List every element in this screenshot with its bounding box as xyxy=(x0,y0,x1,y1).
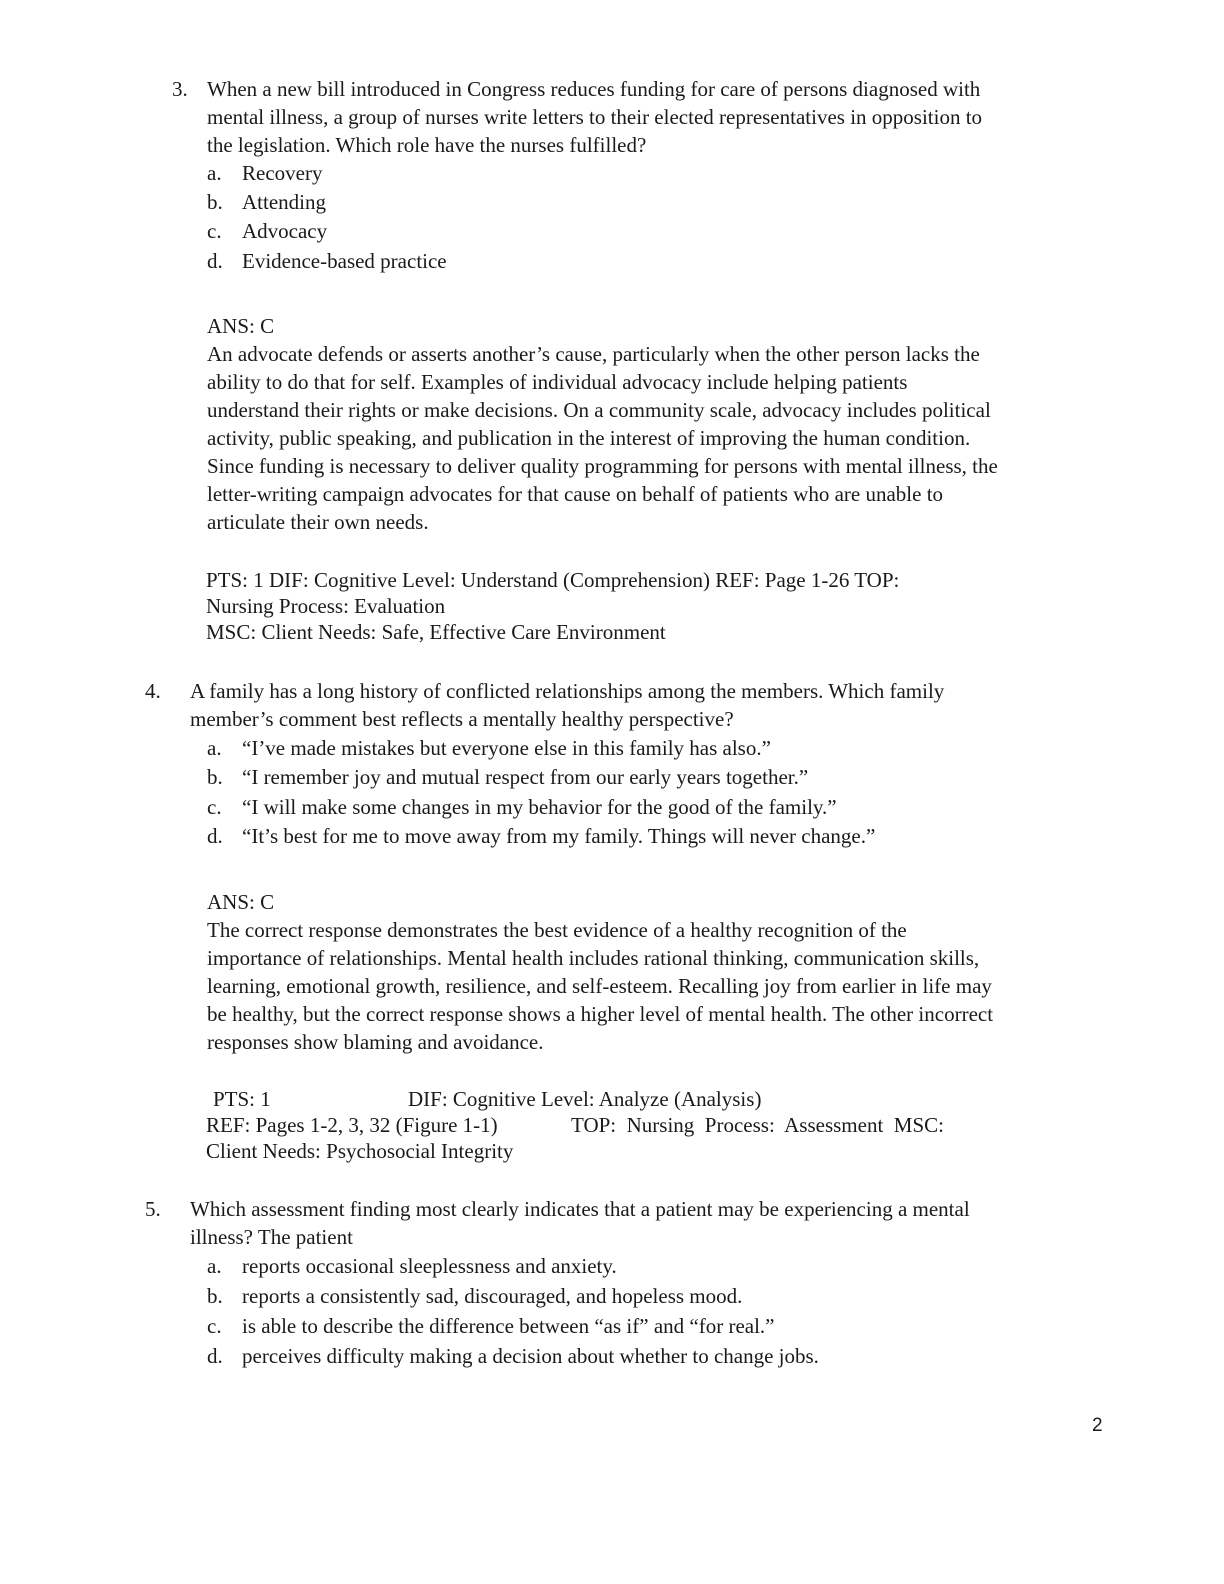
metadata-dif: DIF: Cognitive Level: Analyze (Analysis) xyxy=(408,1087,762,1111)
option-letter: b. xyxy=(207,765,223,789)
answer-key: ANS: C xyxy=(207,890,275,914)
question-metadata xyxy=(206,566,899,644)
metadata-line: PTS: 1 DIF: Cognitive Level: Understand (Comprehension) REF: Page 1-26 TOP: xyxy=(206,568,900,592)
option-text: reports a consistently sad, discouraged, and hopeless mood. xyxy=(242,1284,743,1308)
option-letter: d. xyxy=(207,1344,223,1368)
answer-key: ANS: C xyxy=(207,314,275,338)
rationale xyxy=(207,916,993,1056)
option-text: Attending xyxy=(242,190,326,214)
option-text: is able to describe the difference between “as if” and “for real.” xyxy=(242,1314,775,1338)
option-letter: d. xyxy=(207,824,223,848)
metadata-line: Nursing Process: Evaluation xyxy=(206,594,446,618)
question-stem xyxy=(190,677,944,733)
option-text: “I’ve made mistakes but everyone else in this family has also.” xyxy=(242,736,771,760)
option-letter: c. xyxy=(207,795,222,819)
stem-line: mental illness, a group of nurses write letters to their elected representatives in opposition to xyxy=(207,105,983,129)
page-number: 2 xyxy=(1092,1415,1103,1436)
rationale-line: articulate their own needs. xyxy=(207,510,429,534)
metadata-pts: PTS: 1 xyxy=(213,1087,271,1111)
question-number: 4. xyxy=(145,679,161,703)
rationale-line: be healthy, but the correct response shows a higher level of mental health. The other incorrect xyxy=(207,1002,994,1026)
option-text: “I will make some changes in my behavior for the good of the family.” xyxy=(242,795,837,819)
metadata-client-needs: Client Needs: Psychosocial Integrity xyxy=(206,1139,514,1163)
option-letter: c. xyxy=(207,219,222,243)
rationale-line: importance of relationships. Mental health includes rational thinking, communication skills, xyxy=(207,946,980,970)
rationale-line: understand their rights or make decisions. On a community scale, advocacy includes political xyxy=(207,398,991,422)
option-text: Advocacy xyxy=(242,219,328,243)
option-letter: b. xyxy=(207,1284,223,1308)
option-letter: a. xyxy=(207,161,222,185)
rationale-line: Since funding is necessary to deliver quality programming for persons with mental illness, the xyxy=(207,454,998,478)
option-text: perceives difficulty making a decision about whether to change jobs. xyxy=(242,1344,819,1368)
stem-line: When a new bill introduced in Congress reduces funding for care of persons diagnosed with xyxy=(207,77,981,101)
option-letter: a. xyxy=(207,736,222,760)
option-text: “It’s best for me to move away from my family. Things will never change.” xyxy=(242,824,876,848)
rationale xyxy=(207,340,998,536)
stem-line: illness? The patient xyxy=(190,1225,353,1249)
option-letter: c. xyxy=(207,1314,222,1338)
stem-line: member’s comment best reflects a mentally healthy perspective? xyxy=(190,707,734,731)
rationale-line: learning, emotional growth, resilience, and self-esteem. Recalling joy from earlier in life may xyxy=(207,974,992,998)
stem-line: Which assessment finding most clearly indicates that a patient may be experiencing a mental xyxy=(190,1197,970,1221)
stem-line: A family has a long history of conflicted relationships among the members. Which family xyxy=(190,679,945,703)
metadata-ref: REF: Pages 1-2, 3, 32 (Figure 1-1) xyxy=(206,1113,498,1137)
rationale-line: The correct response demonstrates the best evidence of a healthy recognition of the xyxy=(207,918,907,942)
rationale-line: ability to do that for self. Examples of individual advocacy include helping patients xyxy=(207,370,908,394)
rationale-line: letter-writing campaign advocates for that cause on behalf of patients who are unable to xyxy=(207,482,944,506)
rationale-line: activity, public speaking, and publication in the interest of improving the human condition. xyxy=(207,426,971,450)
metadata-top: TOP: Nursing Process: Assessment MSC: xyxy=(571,1113,944,1137)
option-text: reports occasional sleeplessness and anxiety. xyxy=(242,1254,617,1278)
question-number: 5. xyxy=(145,1197,161,1221)
option-text: Evidence-based practice xyxy=(242,249,447,273)
option-text: Recovery xyxy=(242,161,323,185)
option-letter: a. xyxy=(207,1254,222,1278)
stem-line: the legislation. Which role have the nurses fulfilled? xyxy=(207,133,647,157)
question-stem xyxy=(207,75,982,159)
option-letter: d. xyxy=(207,249,223,273)
rationale-line: responses show blaming and avoidance. xyxy=(207,1030,544,1054)
rationale-line: An advocate defends or asserts another’s cause, particularly when the other person lacks the xyxy=(207,342,980,366)
question-stem xyxy=(190,1195,970,1251)
option-letter: b. xyxy=(207,190,223,214)
option-text: “I remember joy and mutual respect from our early years together.” xyxy=(242,765,809,789)
question-number: 3. xyxy=(172,77,188,101)
metadata-line: MSC: Client Needs: Safe, Effective Care Environment xyxy=(206,620,666,644)
